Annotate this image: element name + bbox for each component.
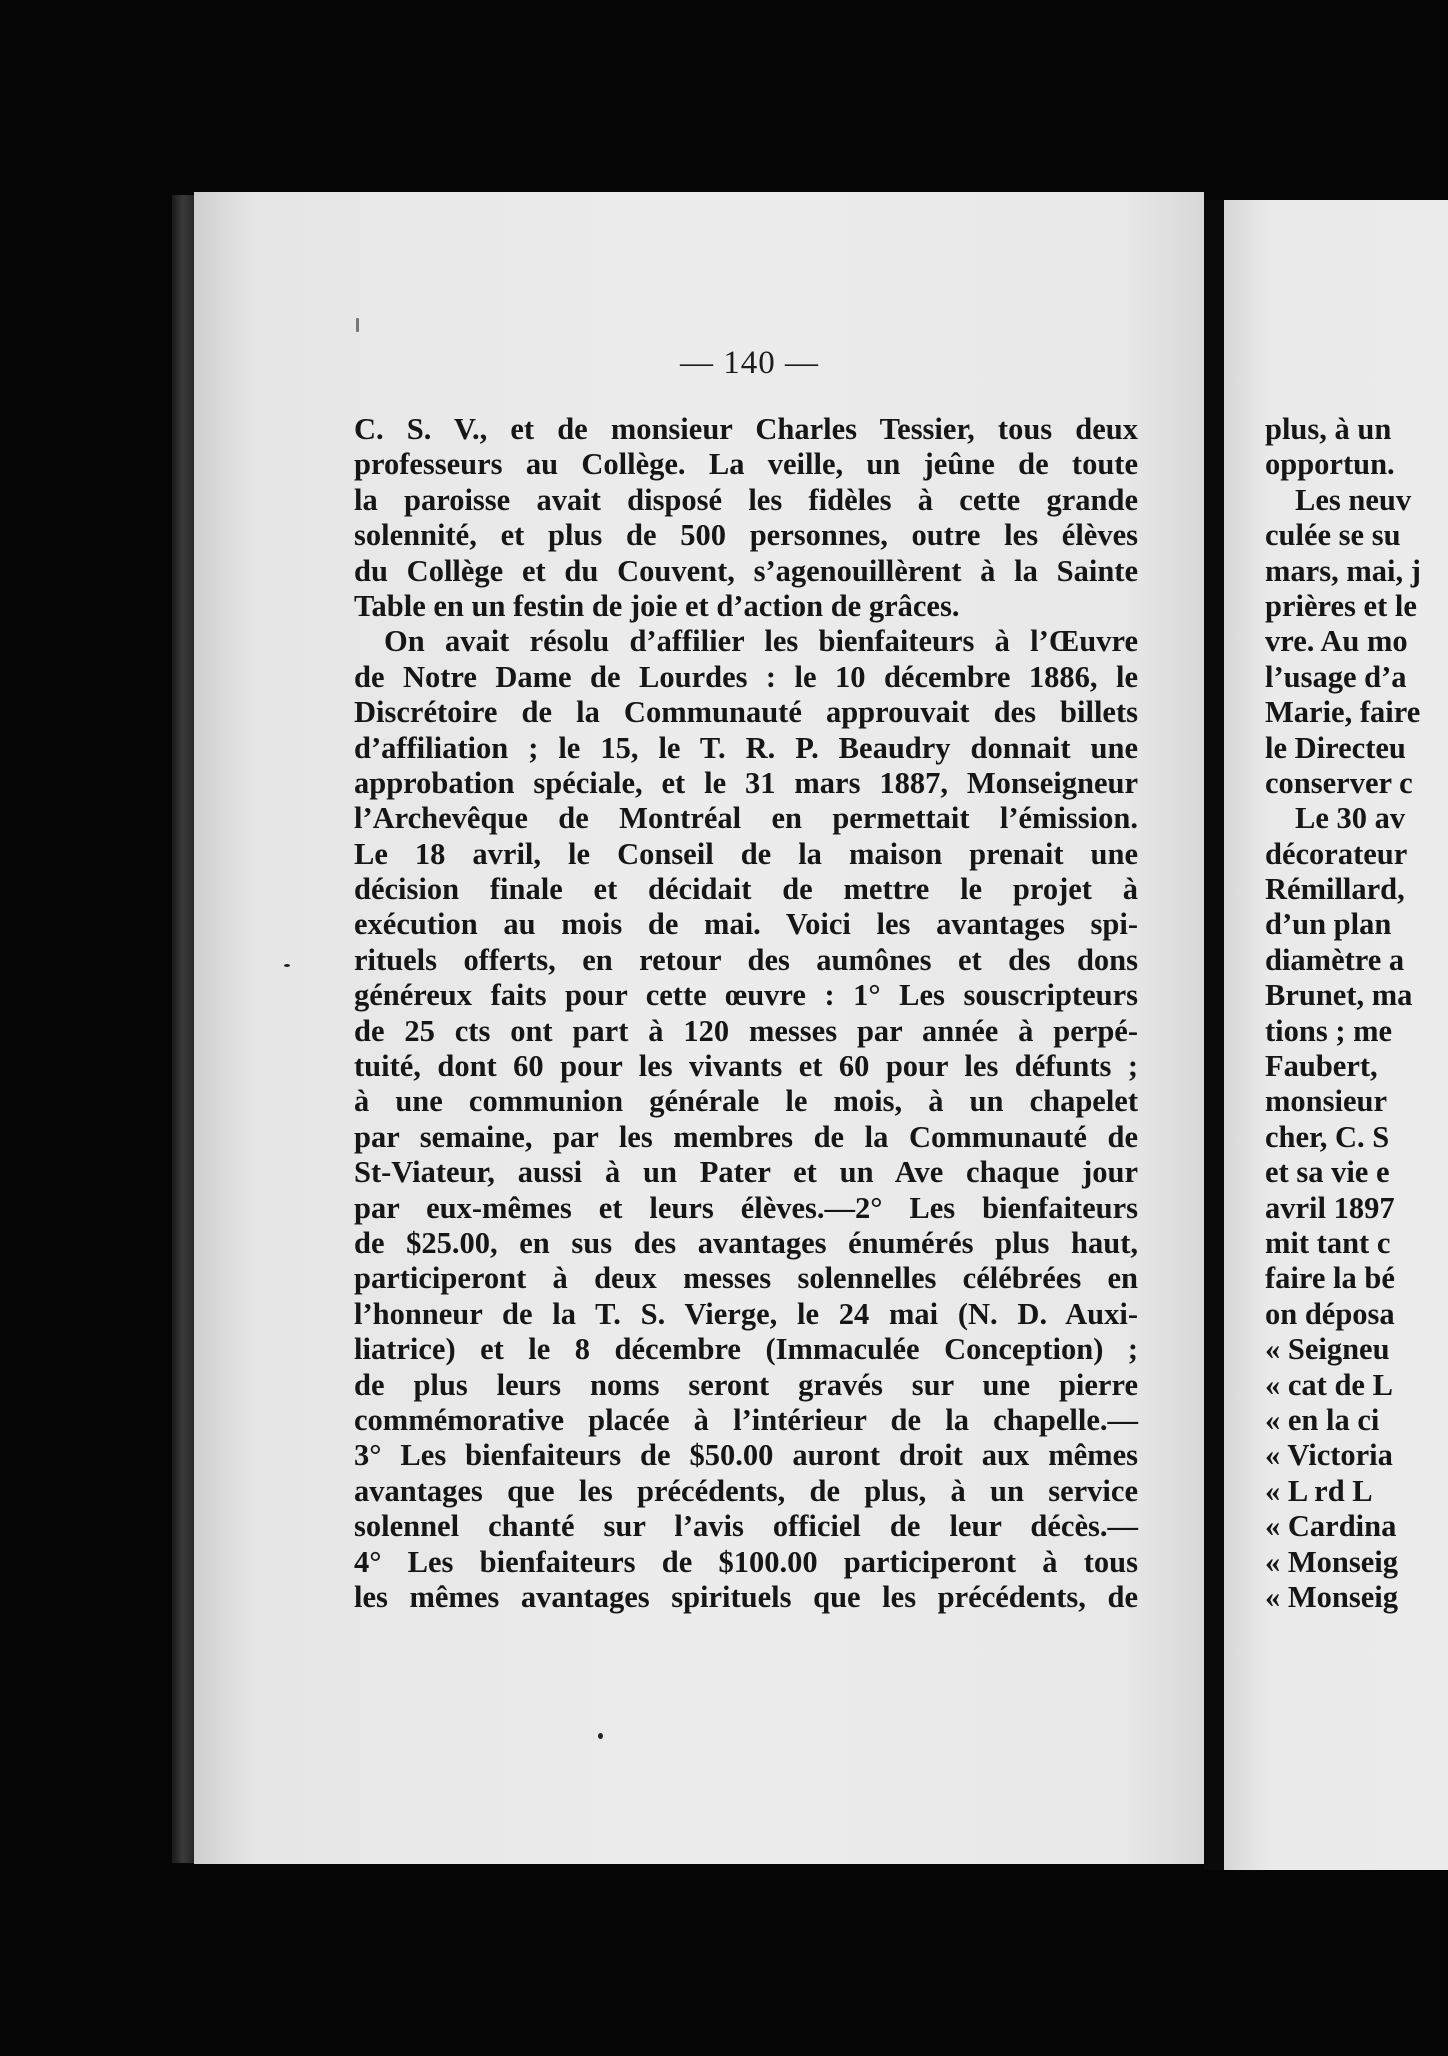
text-line: On avait résolu d’affilier les bienfaiteurs à l’Œuvre xyxy=(384,624,1138,659)
text-line: par eux-mêmes et leurs élèves.—2° Les bienfaiteurs xyxy=(354,1190,1138,1225)
page-gutter xyxy=(1204,200,1224,1870)
text-line: Marie, faire xyxy=(1265,695,1421,730)
text-line: faire la bé xyxy=(1265,1261,1395,1296)
text-line: « cat de L xyxy=(1265,1367,1393,1402)
text-line: généreux faits pour cette œuvre : 1° Les souscripteurs xyxy=(354,978,1138,1013)
text-line: à une communion générale le mois, à un chapelet xyxy=(354,1084,1138,1119)
text-line: l’honneur de la T. S. Vierge, le 24 mai (N. D. Auxi- xyxy=(354,1296,1138,1331)
ink-speck xyxy=(598,1733,603,1739)
text-line: solennel chanté sur l’avis officiel de leur décès.— xyxy=(354,1509,1138,1544)
text-line: participeront à deux messes solennelles célébrées en xyxy=(354,1261,1138,1296)
left-page-text xyxy=(354,412,1138,1615)
text-line: de 25 cts ont part à 120 messes par année à perpé- xyxy=(354,1013,1138,1048)
text-line: conserver c xyxy=(1265,765,1413,800)
text-line: le Directeu xyxy=(1265,730,1406,765)
text-line: approbation spéciale, et le 31 mars 1887, Monseigneur xyxy=(354,765,1138,800)
text-line: « Cardina xyxy=(1265,1509,1397,1544)
text-line: C. S. V., et de monsieur Charles Tessier, tous deux xyxy=(354,412,1138,446)
text-line: décision finale et décidait de mettre le projet à xyxy=(354,872,1138,907)
text-line: on déposa xyxy=(1265,1296,1395,1331)
text-line: Faubert, xyxy=(1265,1049,1378,1084)
text-line: « Monseig xyxy=(1265,1544,1399,1579)
text-line: Discrétoire de la Communauté approuvait des billets xyxy=(354,695,1138,730)
text-line: tions ; me xyxy=(1265,1013,1393,1048)
text-line: rituels offerts, en retour des aumônes et des dons xyxy=(354,942,1138,977)
text-line: Rémillard, xyxy=(1265,872,1405,907)
text-line: par semaine, par les membres de la Communauté de xyxy=(354,1119,1138,1154)
text-line: Brunet, ma xyxy=(1265,978,1413,1013)
text-line: d’un plan xyxy=(1265,907,1392,942)
text-line: St-Viateur, aussi à un Pater et un Ave chaque jour xyxy=(354,1155,1138,1190)
page-number: — 140 — xyxy=(680,345,819,381)
text-line: tuité, dont 60 pour les vivants et 60 pour les défunts ; xyxy=(354,1049,1138,1084)
ink-speck xyxy=(356,318,359,332)
text-line: « en la ci xyxy=(1265,1402,1380,1437)
text-line: « L rd L xyxy=(1265,1473,1373,1508)
right-page-text xyxy=(1265,412,1448,1615)
text-line: l’usage d’a xyxy=(1265,659,1407,694)
text-line: Table en un festin de joie et d’action de grâces. xyxy=(354,588,960,623)
text-line: liatrice) et le 8 décembre (Immaculée Conception) ; xyxy=(354,1332,1138,1367)
text-line: décorateur xyxy=(1265,836,1408,871)
text-line: et sa vie e xyxy=(1265,1155,1390,1190)
text-line: de $25.00, en sus des avantages énumérés plus haut, xyxy=(354,1225,1138,1260)
text-line: de Notre Dame de Lourdes : le 10 décembre 1886, le xyxy=(354,659,1138,694)
text-line: cher, C. S xyxy=(1265,1119,1390,1154)
text-line: solennité, et plus de 500 personnes, outre les élèves xyxy=(354,518,1138,553)
text-line: 3° Les bienfaiteurs de $50.00 auront droit aux mêmes xyxy=(354,1438,1138,1473)
text-line: culée se su xyxy=(1265,518,1401,553)
text-line: la paroisse avait disposé les fidèles à cette grande xyxy=(354,482,1138,517)
text-line: professeurs au Collège. La veille, un jeûne de toute xyxy=(354,447,1138,482)
text-line: avantages que les précédents, de plus, à un service xyxy=(354,1473,1138,1508)
text-line: « Monseig xyxy=(1265,1579,1399,1614)
text-line: « Victoria xyxy=(1265,1438,1393,1473)
text-line: l’Archevêque de Montréal en permettait l’émission. xyxy=(354,801,1138,836)
text-line: Les neuv xyxy=(1295,482,1412,517)
text-line: opportun. xyxy=(1265,447,1395,482)
text-line: exécution au mois de mai. Voici les avantages spi- xyxy=(354,907,1138,942)
text-line: diamètre a xyxy=(1265,942,1405,977)
text-line: mit tant c xyxy=(1265,1225,1391,1260)
text-line: Le 18 avril, le Conseil de la maison prenait une xyxy=(354,836,1138,871)
text-line: Le 30 av xyxy=(1295,801,1406,836)
text-line: de plus leurs noms seront gravés sur une pierre xyxy=(354,1367,1138,1402)
text-line: commémorative placée à l’intérieur de la chapelle.— xyxy=(354,1402,1138,1437)
text-line: « Seigneu xyxy=(1265,1332,1390,1367)
text-line: prières et le xyxy=(1265,588,1417,623)
text-line: 4° Les bienfaiteurs de $100.00 participeront à tous xyxy=(354,1544,1138,1579)
text-line: plus, à un xyxy=(1265,412,1392,446)
book-binding-edge xyxy=(172,195,196,1863)
text-line: d’affiliation ; le 15, le T. R. P. Beaudry donnait une xyxy=(354,730,1138,765)
text-line: avril 1897 xyxy=(1265,1190,1395,1225)
text-line: vre. Au mo xyxy=(1265,624,1408,659)
text-line: mars, mai, j xyxy=(1265,553,1421,588)
text-line: du Collège et du Couvent, s’agenouillèrent à la Sainte xyxy=(354,553,1138,588)
ink-speck xyxy=(284,964,290,967)
text-line: les mêmes avantages spirituels que les précédents, de xyxy=(354,1579,1138,1614)
text-line: monsieur xyxy=(1265,1084,1387,1119)
